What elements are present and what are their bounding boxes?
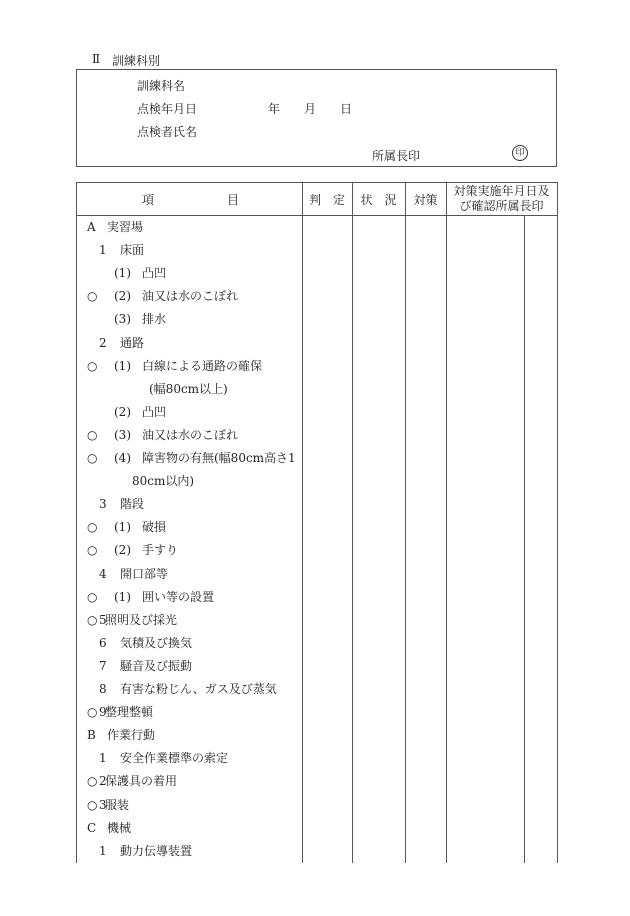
header-judgment: 判 定 (308, 192, 345, 207)
priority-mark: ○ (87, 612, 98, 627)
table-row (77, 701, 302, 724)
table-row (77, 678, 302, 701)
item-text: 保護具の着用 (105, 774, 178, 789)
table-row (77, 308, 302, 331)
table-row (77, 563, 302, 586)
priority-mark: ○ (87, 774, 98, 789)
item-text: 有害な粉じん、ガス及び蒸気 (120, 682, 277, 696)
item-number: (2) (114, 404, 131, 419)
item-number: 3 (99, 797, 107, 812)
header-implement-line1: 対策実施年月日及 (453, 184, 550, 198)
year-label: 年 (268, 102, 281, 116)
priority-mark: ○ (87, 543, 98, 558)
table-row (77, 817, 302, 840)
item-text: 床面 (120, 243, 145, 258)
item-text: 凸凹 (142, 404, 167, 419)
table-row (77, 355, 302, 378)
table-row (77, 262, 302, 285)
inspector-label: 点検者氏名 (137, 125, 198, 139)
item-text: 実習場 (107, 220, 144, 234)
priority-mark: ○ (87, 358, 98, 373)
priority-mark: ○ (87, 451, 98, 465)
priority-mark: ○ (87, 520, 98, 535)
item-number: (3) (114, 312, 131, 327)
inspection-date-label: 点検年月日 (137, 102, 198, 116)
item-number: (1) (114, 520, 131, 535)
item-number: 4 (99, 566, 107, 581)
item-number: 8 (99, 682, 107, 696)
day-label: 日 (340, 102, 353, 116)
item-number: A (87, 220, 96, 234)
item-text: 服装 (105, 797, 130, 812)
table-row (77, 401, 302, 424)
item-text: 白線による通路の確保 (142, 358, 263, 373)
item-number: (1) (114, 589, 131, 604)
item-text: 階段 (120, 497, 145, 512)
item-number: 1 (99, 751, 107, 766)
item-number: B (87, 728, 96, 743)
table-row (77, 840, 302, 863)
item-text: 作業行動 (107, 728, 156, 743)
item-text: (幅80cm以上) (149, 381, 228, 396)
item-text: 破損 (142, 520, 167, 535)
table-row (77, 493, 302, 516)
item-number: 2 (99, 774, 107, 789)
item-text: 80cm以内) (132, 474, 195, 489)
item-text: 気積及び換気 (120, 635, 193, 650)
item-text: 障害物の有無(幅80cm高さ1 (142, 451, 296, 465)
table-row (77, 447, 302, 470)
table-row (77, 378, 302, 401)
header-measure: 対策 (413, 192, 438, 207)
table-row (77, 424, 302, 447)
item-number: 7 (99, 658, 107, 673)
header-item-a: 項 (142, 192, 155, 207)
item-number: 3 (99, 497, 107, 512)
priority-mark: ○ (87, 705, 98, 720)
inspection-table (76, 182, 558, 863)
table-row (77, 794, 302, 817)
header-implement-line2: び確認所属長印 (459, 199, 544, 213)
item-number: 2 (99, 335, 107, 350)
table-row (77, 239, 302, 262)
item-text: 騒音及び振動 (120, 658, 193, 673)
item-text: 排水 (142, 312, 167, 327)
item-text: 凸凹 (142, 266, 167, 281)
table-row (77, 516, 302, 539)
course-name-label: 訓練科名 (137, 79, 186, 93)
item-text: 囲い等の設置 (142, 589, 215, 604)
section-number: Ⅱ (92, 52, 101, 66)
item-number: (2) (114, 289, 131, 304)
item-number: 5 (99, 612, 107, 627)
item-text: 動力伝導装置 (120, 843, 193, 858)
table-row (77, 470, 302, 493)
table-row (77, 586, 302, 609)
priority-mark: ○ (87, 797, 98, 812)
item-text: 照明及び採光 (105, 612, 178, 627)
item-text: 開口部等 (120, 566, 169, 581)
table-row (77, 216, 302, 239)
item-number: 6 (99, 635, 107, 650)
seal-icon: 印 (512, 145, 528, 161)
priority-mark: ○ (87, 289, 98, 304)
item-text: 機械 (107, 820, 132, 835)
item-text: 安全作業標準の索定 (120, 751, 229, 766)
item-number: (3) (114, 427, 131, 442)
chief-seal-label: 所属長印 (372, 149, 421, 163)
table-row (77, 285, 302, 308)
item-text: 通路 (120, 335, 145, 350)
item-number: (2) (114, 543, 131, 558)
item-text: 手すり (142, 543, 179, 558)
item-number: 9 (99, 705, 107, 720)
priority-mark: ○ (87, 427, 98, 442)
table-row (77, 770, 302, 793)
item-number: 1 (99, 843, 107, 858)
item-text: 油又は水のこぼれ (142, 427, 239, 442)
priority-mark: ○ (87, 589, 98, 604)
table-row (77, 724, 302, 747)
section-title: 訓練科別 (112, 54, 161, 68)
item-number: C (87, 820, 97, 835)
table-row (77, 332, 302, 355)
header-status: 状 況 (360, 192, 397, 207)
item-number: (1) (114, 266, 131, 281)
item-number: 1 (99, 243, 107, 258)
item-text: 油又は水のこぼれ (142, 289, 239, 304)
table-row (77, 655, 302, 678)
item-text: 整理整頓 (105, 705, 154, 720)
table-row (77, 609, 302, 632)
item-number: (1) (114, 358, 131, 373)
item-number: (4) (114, 451, 131, 465)
month-label: 月 (304, 102, 317, 116)
table-row (77, 632, 302, 655)
table-row (77, 747, 302, 770)
header-item-b: 目 (227, 192, 240, 207)
table-row (77, 539, 302, 562)
